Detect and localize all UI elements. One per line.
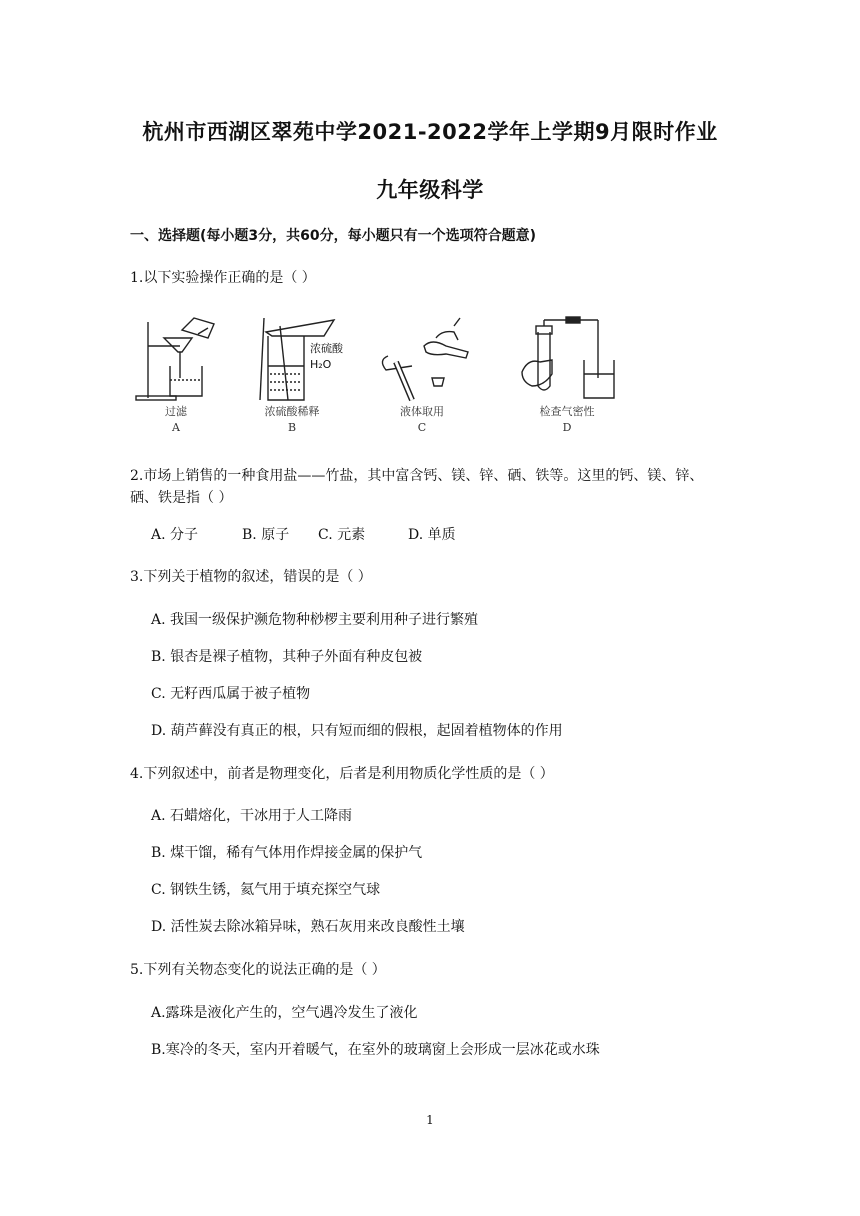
figure-b-caption: 浓硫酸稀释	[264, 405, 320, 418]
acid-label: 浓硫酸	[310, 342, 343, 355]
question-1-stem: 1.以下实验操作正确的是（ ）	[130, 270, 316, 286]
question-5-stem: 5.下列有关物态变化的说法正确的是（ ）	[130, 962, 386, 978]
liquid-transfer-apparatus-icon	[372, 316, 472, 404]
question-4-option-b: B. 煤干馏，稀有气体用作焊接金属的保护气	[151, 845, 423, 861]
figure-a-filtration	[128, 316, 224, 436]
airtightness-apparatus-icon	[514, 316, 620, 404]
figure-c-liquid-transfer	[372, 316, 472, 436]
question-3-option-b: B. 银杏是裸子植物，其种子外面有种皮包被	[151, 649, 423, 665]
figure-d-caption: 检查气密性	[539, 405, 595, 418]
question-2-stem-line-2: 硒、铁是指（ ）	[130, 490, 233, 506]
question-2-option-c: C. 元素	[318, 527, 366, 543]
question-2-stem-line-1: 2.市场上销售的一种食用盐——竹盐，其中富含钙、镁、锌、硒、铁等。这里的钙、镁、锌、	[130, 468, 704, 484]
document-subtitle: 九年级科学	[376, 178, 484, 202]
figure-b-acid-dilution	[240, 316, 344, 436]
document-title: 杭州市西湖区翠苑中学2021-2022学年上学期9月限时作业	[142, 120, 718, 144]
figure-a-letter: A	[172, 421, 180, 434]
section-heading: 一、选择题(每小题3分，共60分，每小题只有一个选项符合题意)	[130, 228, 537, 244]
question-4-stem: 4.下列叙述中，前者是物理变化，后者是利用物质化学性质的是（ ）	[130, 766, 554, 782]
question-2-options	[151, 525, 456, 545]
figure-d-letter: D	[562, 421, 572, 434]
question-4-option-c: C. 钢铁生锈，氦气用于填充探空气球	[151, 882, 381, 898]
question-4-option-d: D. 活性炭去除冰箱异味，熟石灰用来改良酸性土壤	[151, 919, 465, 935]
filtration-apparatus-icon	[128, 316, 224, 404]
figure-b-letter: B	[287, 421, 297, 434]
question-4-option-a: A. 石蜡熔化，干冰用于人工降雨	[151, 808, 353, 824]
page-number: 1	[426, 1113, 434, 1127]
question-2-option-d: D. 单质	[408, 527, 456, 543]
question-3-option-d: D. 葫芦藓没有真正的根，只有短而细的假根，起固着植物体的作用	[151, 723, 563, 739]
question-5-option-b: B.寒冷的冬天，室内开着暖气，在室外的玻璃窗上会形成一层冰花或水珠	[151, 1042, 600, 1058]
question-5-option-a: A.露珠是液化产生的，空气遇冷发生了液化	[151, 1005, 418, 1021]
question-2-option-b: B. 原子	[242, 527, 290, 543]
question-3-option-c: C. 无籽西瓜属于被子植物	[151, 686, 311, 702]
figure-c-caption: 液体取用	[400, 405, 444, 418]
water-label: H₂O	[310, 358, 332, 371]
question-3-option-a: A. 我国一级保护濒危物种桫椤主要利用种子进行繁殖	[151, 612, 479, 628]
figure-d-airtightness-check	[514, 316, 620, 436]
question-2-option-a: A. 分子	[151, 527, 199, 543]
figure-c-letter: C	[417, 421, 427, 434]
acid-dilution-apparatus-icon	[240, 316, 344, 404]
figure-a-caption: 过滤	[165, 405, 187, 418]
question-3-stem: 3.下列关于植物的叙述，错误的是（ ）	[130, 569, 372, 585]
